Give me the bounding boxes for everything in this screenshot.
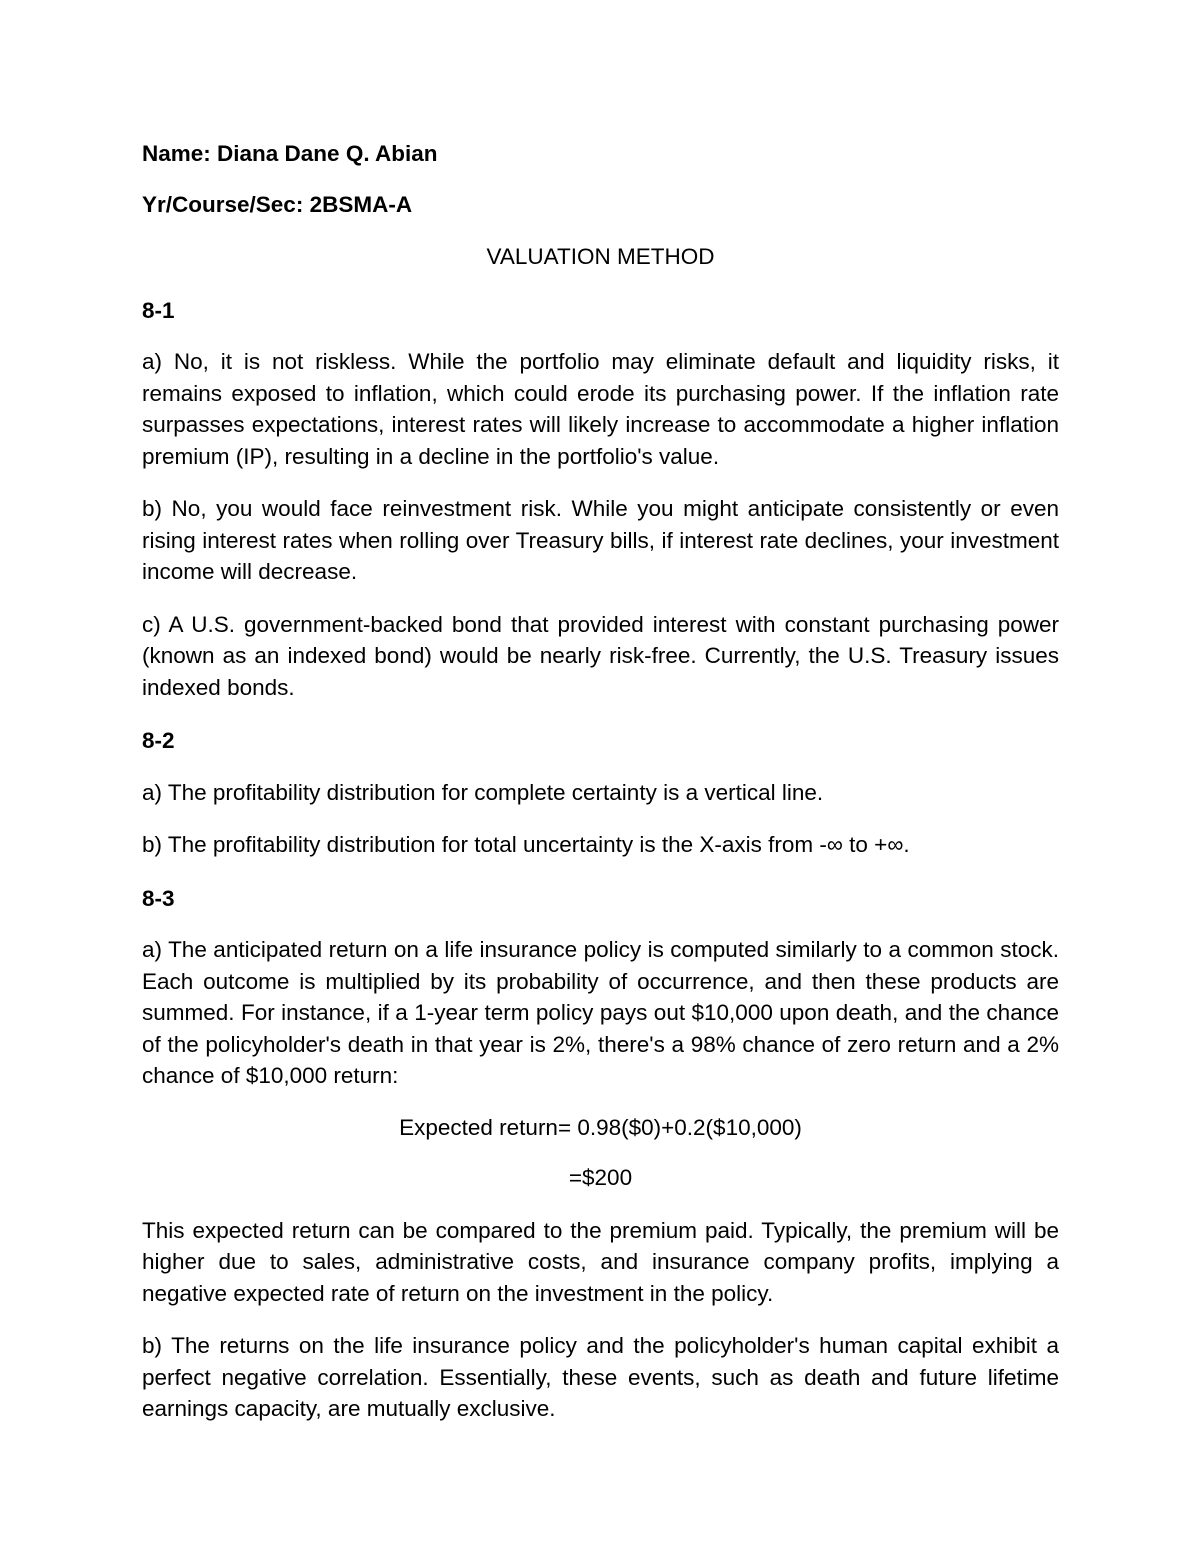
- answer-8-2-a: a) The profitability distribution for complete certainty is a vertical line.: [142, 779, 824, 805]
- answer-8-1-b: b) No, you would face reinvestment risk. While you might anticipate consistently or even rising interest rates when rolling over Treasury bills, if interest rate declines, your investment income will decrease.: [142, 496, 1059, 584]
- answer-8-1-c: c) A U.S. government-backed bond that provided interest with constant purchasing power (known as an indexed bond) would be nearly risk-free. Currently, the U.S. Treasury issues indexed bonds.: [142, 611, 1059, 700]
- document-title: VALUATION METHOD: [486, 244, 715, 269]
- answer-8-1-a: a) No, it is not riskless. While the portfolio may eliminate default and liquidity risks, it remains exposed to inflation, which could erode its purchasing power. If the inflation rate surpasses expectations, interest rates will likely increase to accommodate a higher inflation premium (IP), resulting in a decline in the portfolio's value.: [142, 349, 1059, 469]
- course-section: Yr/Course/Sec: 2BSMA-A: [142, 191, 413, 217]
- document-page: [142, 138, 1059, 1425]
- answer-8-3-a-conclusion: This expected return can be compared to the premium paid. Typically, the premium will be higher due to sales, administrative costs, and insurance company profits, implying a negative expected rate of return on the investment in the policy.: [142, 1217, 1059, 1306]
- section-heading-8-3: 8-3: [142, 885, 175, 911]
- answer-8-3-b: b) The returns on the life insurance policy and the policyholder's human capital exhibit a perfect negative correlation. Essentially, these events, such as death and future lifetime earnings capacity, are mutually exclusive.: [142, 1333, 1059, 1421]
- answer-8-2-b: b) The profitability distribution for total uncertainty is the X-axis from -∞ to +∞.: [142, 832, 910, 857]
- expected-return-equation: Expected return= 0.98($0)+0.2($10,000): [399, 1114, 802, 1140]
- section-heading-8-2: 8-2: [142, 728, 175, 753]
- expected-return-result: =$200: [568, 1165, 633, 1190]
- section-heading-8-1: 8-1: [142, 297, 175, 323]
- student-name: Name: Diana Dane Q. Abian: [142, 141, 438, 166]
- answer-8-3-a: a) The anticipated return on a life insurance policy is computed similarly to a common stock. Each outcome is multiplied by its probability of occurrence, and then these products are summed. For instance, if a 1-year term policy pays out $10,000 upon death, and the chance of the policyholder's death in that year is 2%, there's a 98% chance of zero return and a 2% chance of $10,000 return:: [142, 937, 1059, 1088]
